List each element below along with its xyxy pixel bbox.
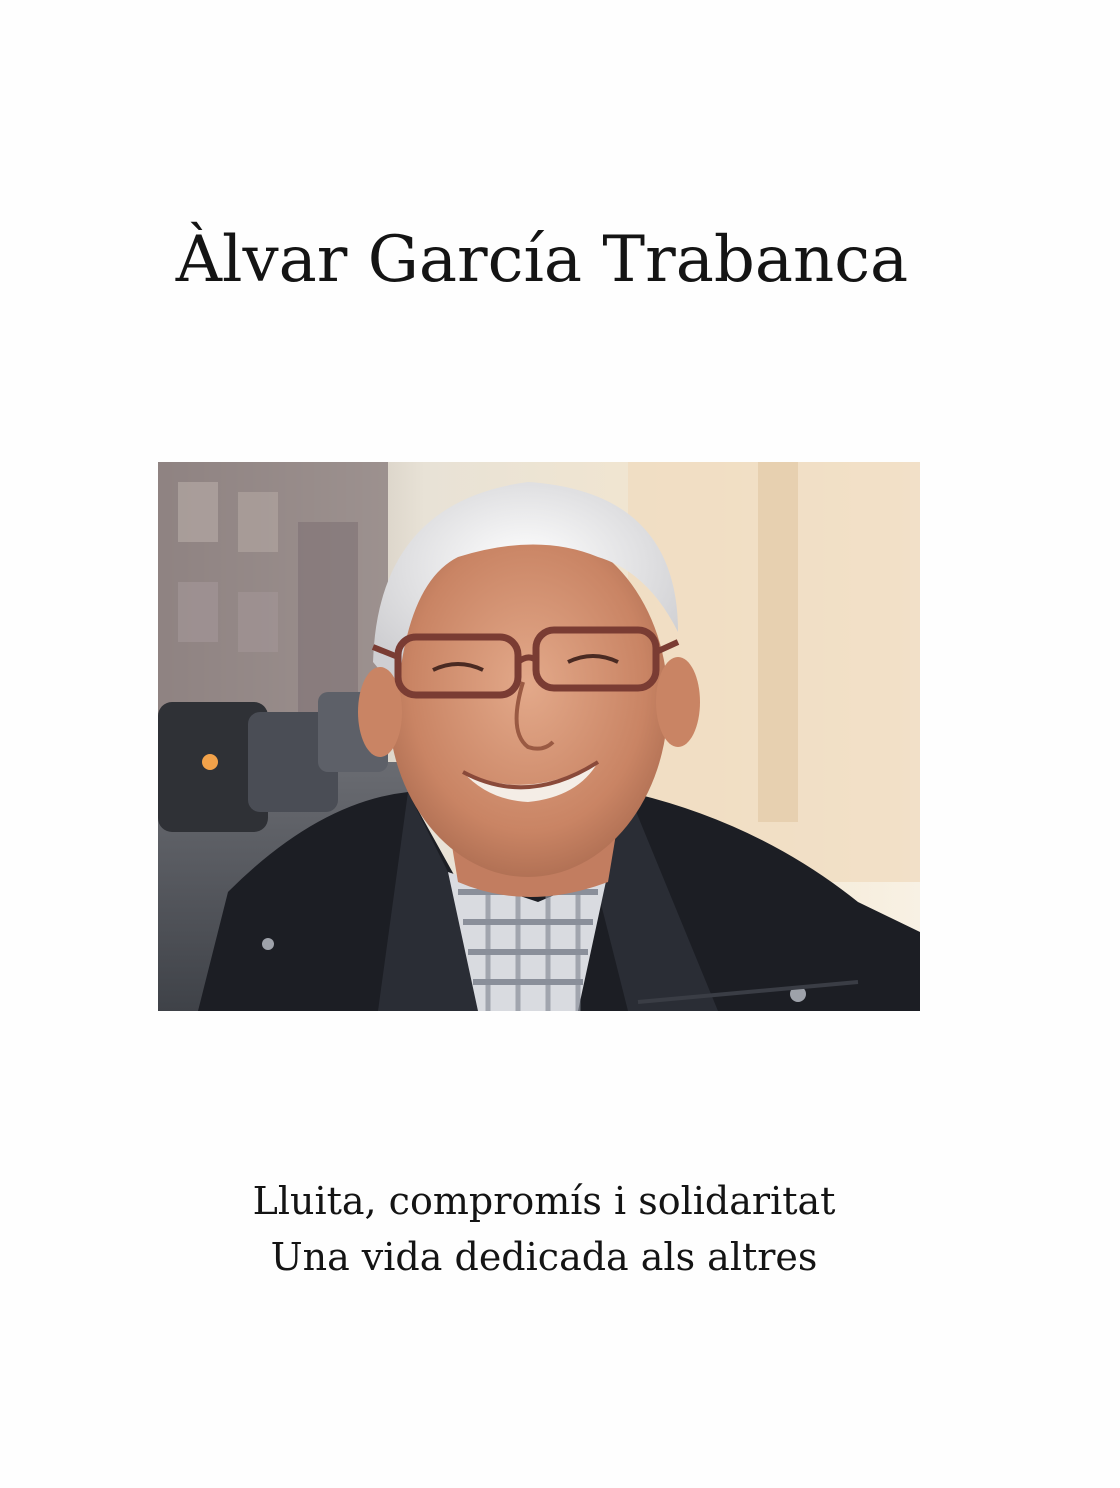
author-name: Àlvar García Trabanca: [175, 223, 909, 297]
subtitle-line-1: Lluita, compromís i solidaritat: [252, 1179, 836, 1223]
subtitle-line-2: Una vida dedicada als altres: [270, 1235, 818, 1279]
portrait-photo: [158, 462, 920, 1011]
